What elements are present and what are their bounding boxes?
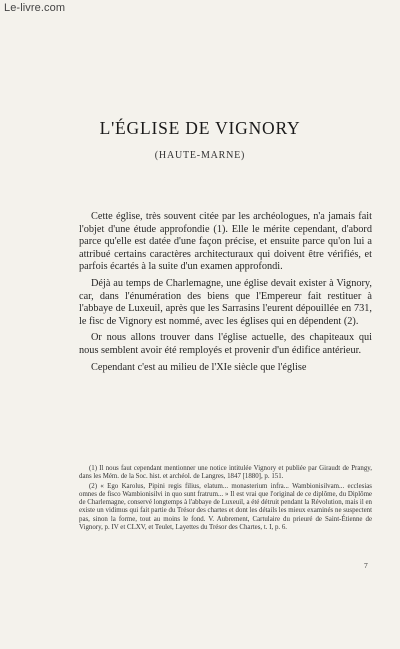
page-subtitle: (HAUTE-MARNE) (154, 150, 246, 161)
page-title: L'ÉGLISE DE VIGNORY (99, 118, 301, 138)
paragraph-2: Déjà au temps de Charlemagne, une église devait exister à Vignory, car, dans l'énumération des biens que l'Empereur fait restituer à l'abbaye de Luxeuil, après que les Sarrasins l'eurent dépouillée en 731, le fisc de Vignory est nommé, avec les églises qui en dépendent (2). (79, 277, 372, 327)
paragraph-3: Or nous allons trouver dans l'église actuelle, des chapiteaux qui nous semblent avoir été remployés et provenir d'un édifice antérieur. (79, 332, 372, 356)
footnote-2: (2) « Ego Karolus, Pipini regis filius, elatum... monasterium infra... Wambionisilvam... ecclesias omnes de fisco Wambionisilvi in quo sunt fratrum... » Il est vrai que l'original de ce diplôme, du Diplôme de Charlemagne, conservé longtemps à l'abbaye de Luxeuil, a été détruit pendant la Révolution, mais il en existe un vidimus qui fait partie du Trésor des chartes et dont les détails les mieux examinés ne suspectent pas, sinon la forme, tout au moins le fond. V. Aubrement, Cartulaire du prieuré de Saint-Étienne de Vignory, p. IV et CLXV, et Teulet, Layettes du Trésor des Chartes, t. I, p. 6. (79, 483, 372, 531)
body-text (79, 211, 372, 378)
paragraph-1: Cette église, très souvent citée par les archéologues, n'a jamais fait l'objet d'une étude approfondie (1). Elle le mérite cependant, d'abord parce qu'elle est datée d'une façon précise, et ensuite parce qu'on lui a attribué certains caractères architecturaux qui doivent être vérifiés, et parfois écartés à la suite d'un examen approfondi. (79, 211, 372, 273)
footnote-1: (1) Il nous faut cependant mentionner une notice intitulée Vignory et publiée par Giraudt de Prangy, dans les Mém. de la Soc. hist. et archéol. de Langres, 1847 [1880], p. 151. (79, 465, 372, 481)
page-number: 7 (364, 561, 368, 570)
paragraph-4: Cependant c'est au milieu de l'XIe siècle que l'église (91, 361, 307, 373)
footnotes (79, 465, 372, 534)
watermark-text: Le-livre.com (4, 2, 66, 14)
